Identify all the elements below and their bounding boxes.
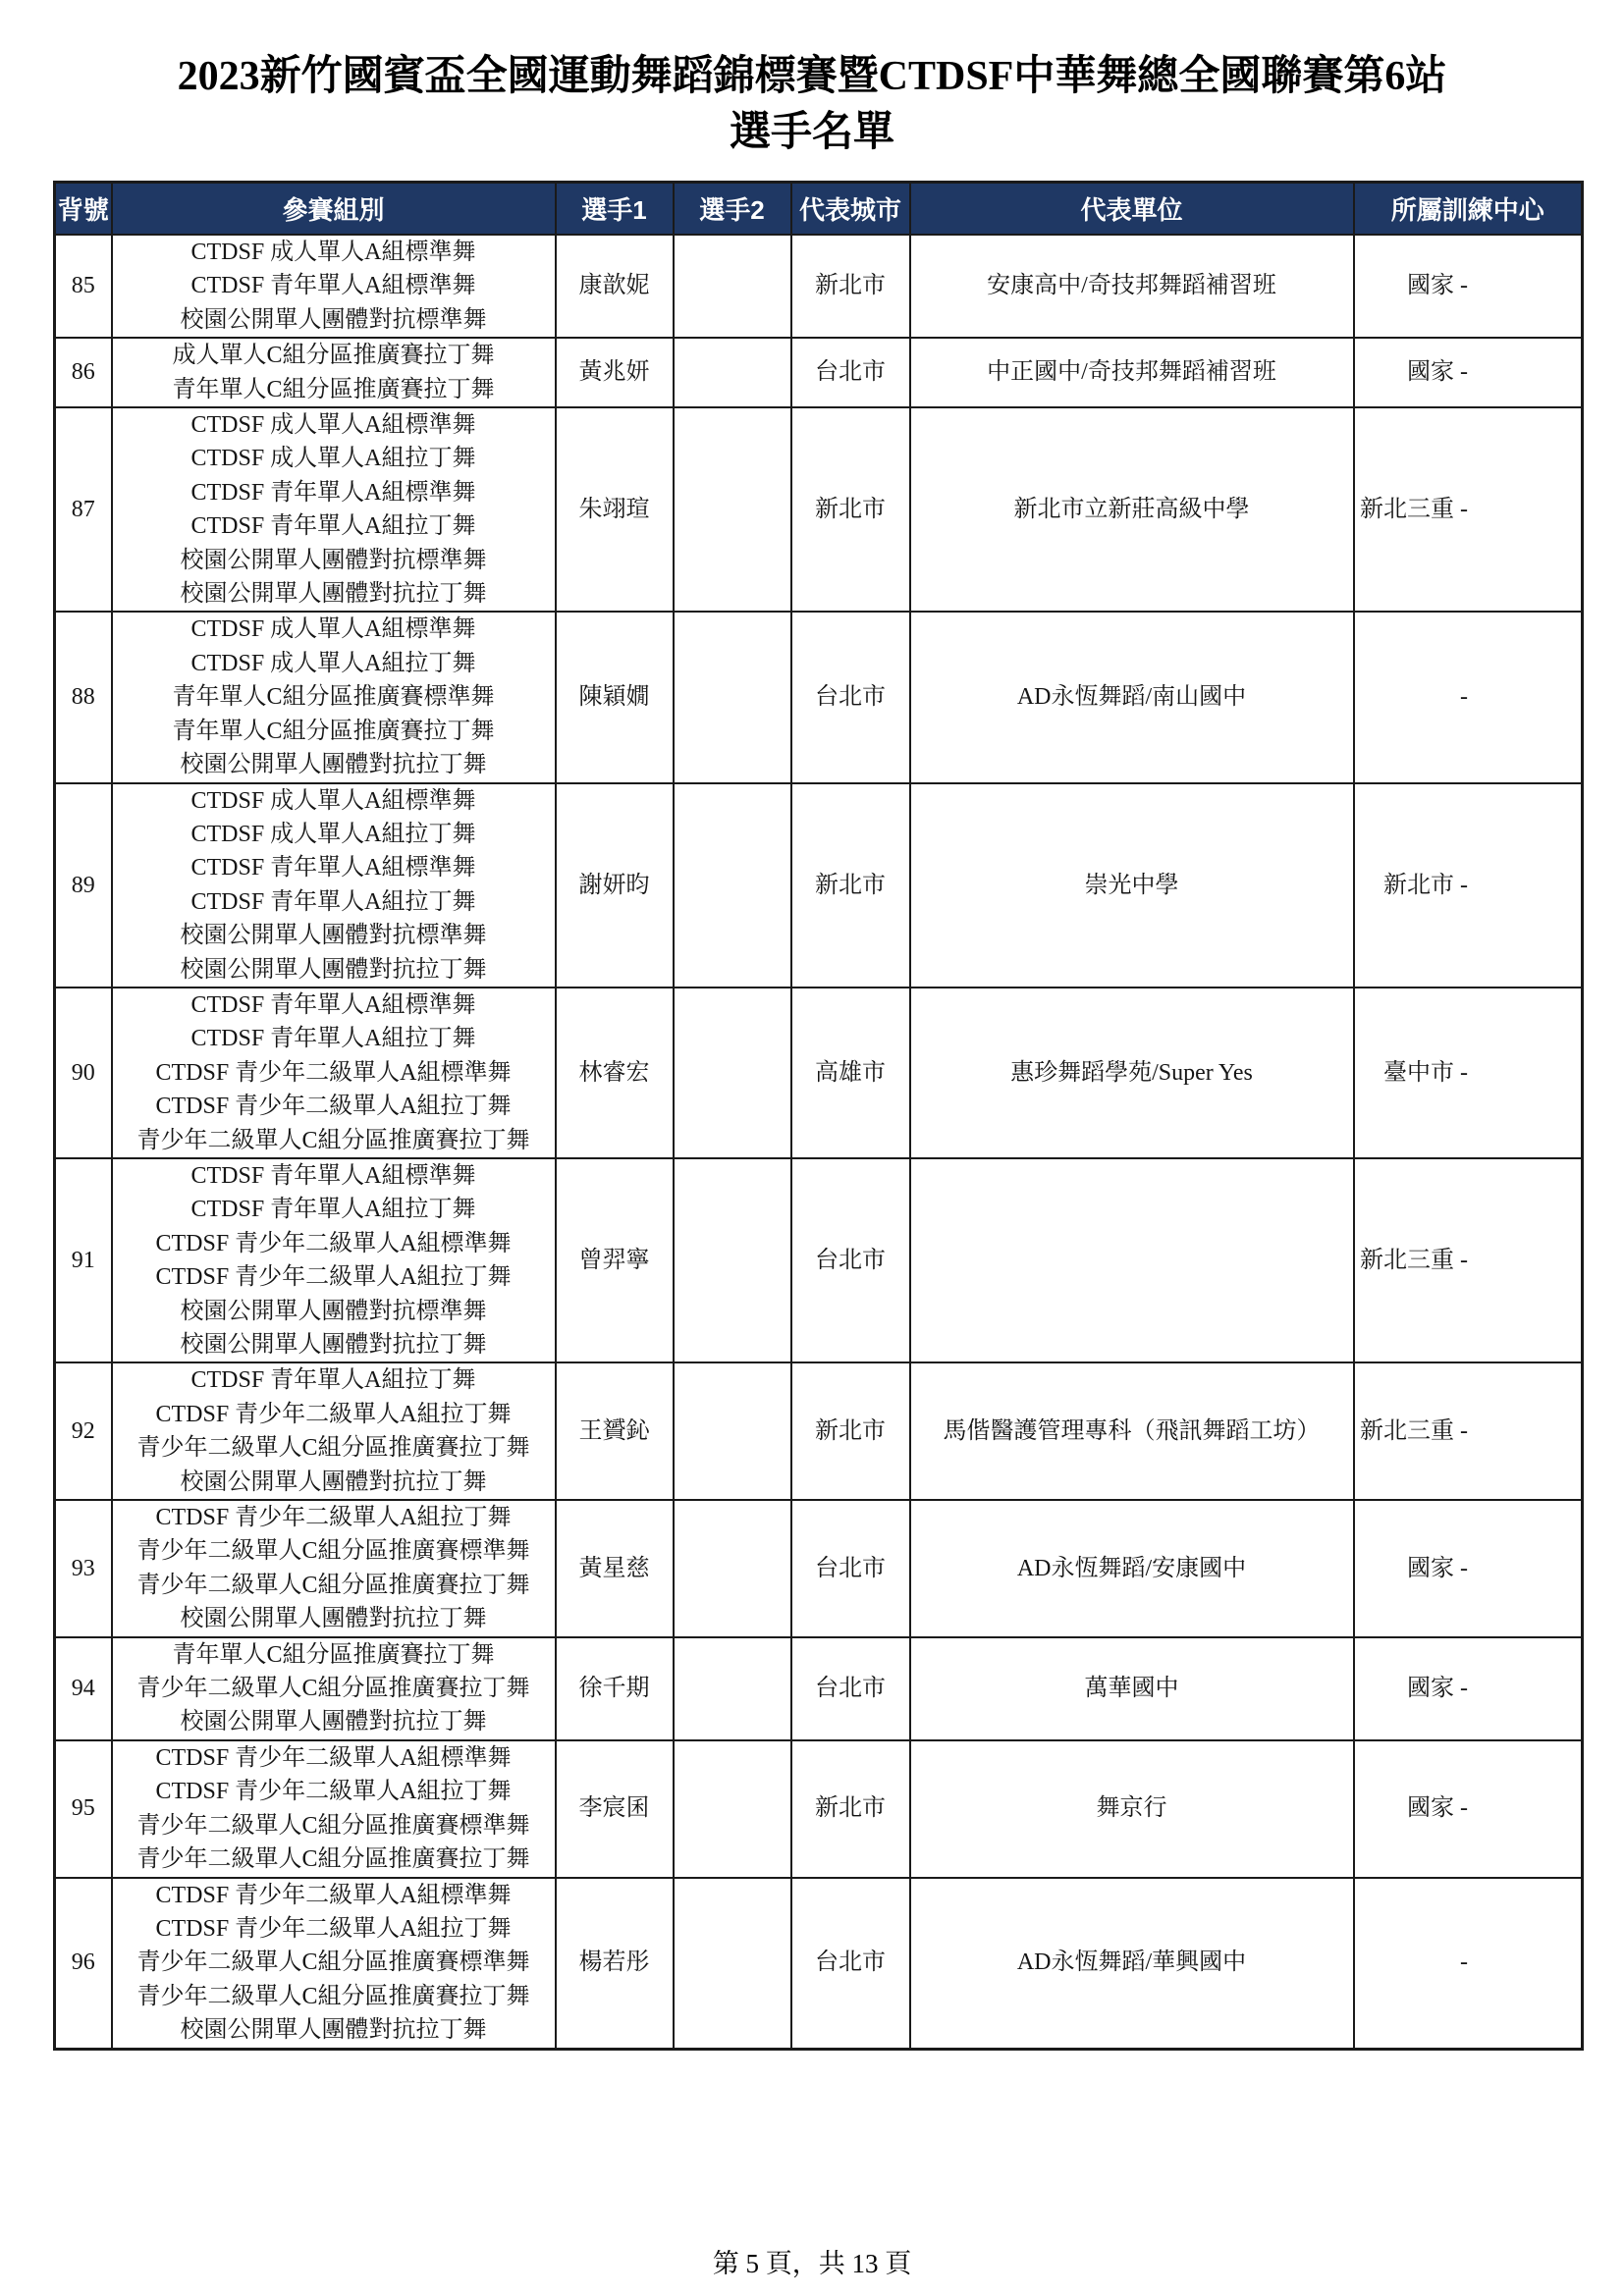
event-line: CTDSF 青少年二級單人A組標準舞: [155, 1744, 512, 1771]
unit-cell: 安康高中/奇技邦舞蹈補習班: [910, 235, 1354, 338]
city-cell: 新北市: [791, 1362, 910, 1500]
events-cell: [112, 1500, 556, 1637]
bib-number-cell: 90: [55, 988, 112, 1158]
table-row: [55, 1740, 1583, 1878]
training-center-cell: 新北三重 -: [1354, 1362, 1583, 1500]
event-line: 校園公開單人團體對抗拉丁舞: [180, 1606, 487, 1632]
event-line: 青年單人C組分區推廣賽標準舞: [172, 684, 495, 711]
header-bib-number: 背號: [55, 183, 112, 236]
event-line: CTDSF 青年單人A組拉丁舞: [190, 513, 476, 540]
event-line: 校園公開單人團體對抗拉丁舞: [180, 581, 487, 608]
player2-cell: [674, 1158, 791, 1362]
bib-number-cell: 95: [55, 1740, 112, 1878]
event-line: CTDSF 成人單人A組標準舞: [190, 240, 476, 265]
event-line: CTDSF 青少年二級單人A組標準舞: [155, 1882, 512, 1908]
bib-number-cell: 89: [55, 783, 112, 988]
player1-cell: 李宸囷: [556, 1740, 674, 1878]
event-line: CTDSF 青年單人A組標準舞: [190, 273, 476, 299]
player1-cell: 楊若彤: [556, 1878, 674, 2050]
event-line: 校園公開單人團體對抗拉丁舞: [180, 2017, 487, 2044]
event-line: 青年單人C組分區推廣賽拉丁舞: [172, 718, 495, 744]
table-row: [55, 1637, 1583, 1740]
training-center-cell: 國家 -: [1354, 1637, 1583, 1740]
training-center-cell: 新北市 -: [1354, 783, 1583, 988]
event-line: 青少年二級單人C組分區推廣賽拉丁舞: [136, 1572, 530, 1598]
city-cell: 台北市: [791, 1158, 910, 1362]
city-cell: 新北市: [791, 235, 910, 338]
events-cell: [112, 338, 556, 407]
events-cell: [112, 1878, 556, 2050]
city-cell: 台北市: [791, 338, 910, 407]
header-unit: 代表單位: [910, 183, 1354, 236]
player1-cell: 林睿宏: [556, 988, 674, 1158]
player1-cell: 謝妍昀: [556, 783, 674, 988]
training-center-cell: 國家 -: [1354, 235, 1583, 338]
city-cell: 新北市: [791, 407, 910, 612]
event-line: 校園公開單人團體對抗標準舞: [180, 306, 487, 333]
bib-number-cell: 93: [55, 1500, 112, 1637]
training-center-cell: 國家 -: [1354, 1740, 1583, 1878]
header-player1: 選手1: [556, 183, 674, 236]
event-line: 青少年二級單人C組分區推廣賽標準舞: [136, 1949, 530, 1976]
player2-cell: [674, 407, 791, 612]
event-line: CTDSF 青年單人A組標準舞: [190, 855, 476, 881]
events-cell: [112, 783, 556, 988]
header-row: [55, 183, 1583, 236]
city-cell: 台北市: [791, 1878, 910, 2050]
events-cell: [112, 235, 556, 338]
events-cell: [112, 407, 556, 612]
table-body: [55, 235, 1583, 2049]
player2-cell: [674, 338, 791, 407]
player2-cell: [674, 1740, 791, 1878]
event-line: CTDSF 成人單人A組拉丁舞: [190, 821, 476, 847]
unit-cell: AD永恆舞蹈/安康國中: [910, 1500, 1354, 1637]
player2-cell: [674, 1500, 791, 1637]
player2-cell: [674, 612, 791, 782]
bib-number-cell: 92: [55, 1362, 112, 1500]
player2-cell: [674, 783, 791, 988]
event-line: CTDSF 青少年二級單人A組拉丁舞: [155, 1779, 512, 1805]
header-player2: 選手2: [674, 183, 791, 236]
unit-cell: 舞京行: [910, 1740, 1354, 1878]
bib-number-cell: 96: [55, 1878, 112, 2050]
table-row: [55, 988, 1583, 1158]
title-line-1: 2023新竹國賓盃全國運動舞蹈錦標賽暨CTDSF中華舞總全國聯賽第6站: [177, 54, 1447, 99]
table-row: [55, 1878, 1583, 2050]
city-cell: 台北市: [791, 1637, 910, 1740]
event-line: CTDSF 青少年二級單人A組拉丁舞: [155, 1401, 512, 1427]
event-line: CTDSF 成人單人A組標準舞: [190, 787, 476, 814]
event-line: CTDSF 成人單人A組標準舞: [190, 616, 476, 643]
event-line: 校園公開單人團體對抗標準舞: [180, 923, 487, 949]
unit-cell: 惠珍舞蹈學苑/Super Yes: [910, 988, 1354, 1158]
table-header: [55, 183, 1583, 236]
event-line: CTDSF 青少年二級單人A組標準舞: [155, 1230, 512, 1256]
player2-cell: [674, 988, 791, 1158]
unit-cell: [910, 1158, 1354, 1362]
header-training-center: 所屬訓練中心: [1354, 183, 1583, 236]
event-line: 校園公開單人團體對抗拉丁舞: [180, 1468, 487, 1495]
header-city: 代表城市: [791, 183, 910, 236]
event-line: 校園公開單人團體對抗標準舞: [180, 1298, 487, 1324]
unit-cell: AD永恆舞蹈/南山國中: [910, 612, 1354, 782]
unit-cell: 崇光中學: [910, 783, 1354, 988]
player1-cell: 黃兆妍: [556, 338, 674, 407]
player2-cell: [674, 1637, 791, 1740]
event-line: 成人單人C組分區推廣賽拉丁舞: [172, 343, 495, 369]
bib-number-cell: 87: [55, 407, 112, 612]
player2-cell: [674, 235, 791, 338]
bib-number-cell: 94: [55, 1637, 112, 1740]
training-center-cell: 國家 -: [1354, 1500, 1583, 1637]
training-center-cell: -: [1354, 1878, 1583, 2050]
event-line: CTDSF 青少年二級單人A組拉丁舞: [155, 1505, 512, 1531]
player2-cell: [674, 1362, 791, 1500]
player1-cell: 徐千期: [556, 1637, 674, 1740]
bib-number-cell: 85: [55, 235, 112, 338]
events-cell: [112, 988, 556, 1158]
event-line: CTDSF 青年單人A組標準舞: [190, 479, 476, 506]
training-center-cell: 國家 -: [1354, 338, 1583, 407]
city-cell: 台北市: [791, 612, 910, 782]
table-row: [55, 235, 1583, 338]
training-center-cell: -: [1354, 612, 1583, 782]
city-cell: 新北市: [791, 1740, 910, 1878]
events-cell: [112, 612, 556, 782]
event-line: CTDSF 成人單人A組拉丁舞: [190, 446, 476, 472]
events-cell: [112, 1637, 556, 1740]
event-line: 校園公開單人團體對抗拉丁舞: [180, 752, 487, 778]
event-line: 青少年二級單人C組分區推廣賽拉丁舞: [136, 1983, 530, 2009]
table-row: [55, 783, 1583, 988]
event-line: CTDSF 青少年二級單人A組拉丁舞: [155, 1264, 512, 1291]
event-line: CTDSF 青年單人A組標準舞: [190, 991, 476, 1018]
event-line: 校園公開單人團體對抗標準舞: [180, 547, 487, 573]
event-line: CTDSF 青少年二級單人A組拉丁舞: [155, 1094, 512, 1120]
unit-cell: AD永恆舞蹈/華興國中: [910, 1878, 1354, 2050]
title-line-2: 選手名單: [729, 110, 894, 155]
event-line: 校園公開單人團體對抗拉丁舞: [180, 1709, 487, 1735]
player1-cell: 王贇鈊: [556, 1362, 674, 1500]
header-events: 參賽組別: [112, 183, 556, 236]
page-footer: 第 5 頁，共 13 頁: [712, 2249, 912, 2278]
events-cell: [112, 1158, 556, 1362]
event-line: 青少年二級單人C組分區推廣賽標準舞: [136, 1812, 530, 1839]
event-line: CTDSF 青年單人A組拉丁舞: [190, 1026, 476, 1052]
player1-cell: 康歆妮: [556, 235, 674, 338]
table-row: [55, 407, 1583, 612]
table-row: [55, 612, 1583, 782]
player1-cell: 曾羿寧: [556, 1158, 674, 1362]
events-cell: [112, 1740, 556, 1878]
document-title: [0, 49, 1624, 161]
event-line: CTDSF 青少年二級單人A組拉丁舞: [155, 1915, 512, 1942]
unit-cell: 馬偕醫護管理專科（飛訊舞蹈工坊）: [910, 1362, 1354, 1500]
event-line: CTDSF 青年單人A組拉丁舞: [190, 1367, 476, 1394]
city-cell: 新北市: [791, 783, 910, 988]
event-line: 青少年二級單人C組分區推廣賽標準舞: [136, 1538, 530, 1565]
event-line: CTDSF 青年單人A組拉丁舞: [190, 1197, 476, 1223]
table-row: [55, 338, 1583, 407]
player2-cell: [674, 1878, 791, 2050]
city-cell: 台北市: [791, 1500, 910, 1637]
unit-cell: 中正國中/奇技邦舞蹈補習班: [910, 338, 1354, 407]
event-line: 青少年二級單人C組分區推廣賽拉丁舞: [136, 1676, 530, 1702]
bib-number-cell: 86: [55, 338, 112, 407]
event-line: 青少年二級單人C組分區推廣賽拉丁舞: [136, 1846, 530, 1873]
table-row: [55, 1362, 1583, 1500]
training-center-cell: 新北三重 -: [1354, 407, 1583, 612]
event-line: CTDSF 成人單人A組標準舞: [190, 412, 476, 439]
event-line: 青年單人C組分區推廣賽拉丁舞: [172, 376, 495, 402]
player1-cell: 朱翊瑄: [556, 407, 674, 612]
bib-number-cell: 88: [55, 612, 112, 782]
event-line: CTDSF 青年單人A組標準舞: [190, 1162, 476, 1189]
event-line: CTDSF 青少年二級單人A組標準舞: [155, 1059, 512, 1086]
event-line: 校園公開單人團體對抗拉丁舞: [180, 956, 487, 983]
player-roster-table: [53, 181, 1584, 2051]
bib-number-cell: 91: [55, 1158, 112, 1362]
training-center-cell: 新北三重 -: [1354, 1158, 1583, 1362]
player1-cell: 黃星慈: [556, 1500, 674, 1637]
event-line: CTDSF 青年單人A組拉丁舞: [190, 888, 476, 915]
unit-cell: 新北市立新莊高級中學: [910, 407, 1354, 612]
events-cell: [112, 1362, 556, 1500]
player1-cell: 陳穎嫺: [556, 612, 674, 782]
training-center-cell: 臺中市 -: [1354, 988, 1583, 1158]
city-cell: 高雄市: [791, 988, 910, 1158]
event-line: 青少年二級單人C組分區推廣賽拉丁舞: [136, 1435, 530, 1462]
event-line: CTDSF 成人單人A組拉丁舞: [190, 650, 476, 676]
event-line: 青年單人C組分區推廣賽拉丁舞: [172, 1641, 495, 1668]
table-row: [55, 1500, 1583, 1637]
event-line: 校園公開單人團體對抗拉丁舞: [180, 1332, 487, 1358]
event-line: 青少年二級單人C組分區推廣賽拉丁舞: [136, 1127, 530, 1153]
unit-cell: 萬華國中: [910, 1637, 1354, 1740]
table-row: [55, 1158, 1583, 1362]
